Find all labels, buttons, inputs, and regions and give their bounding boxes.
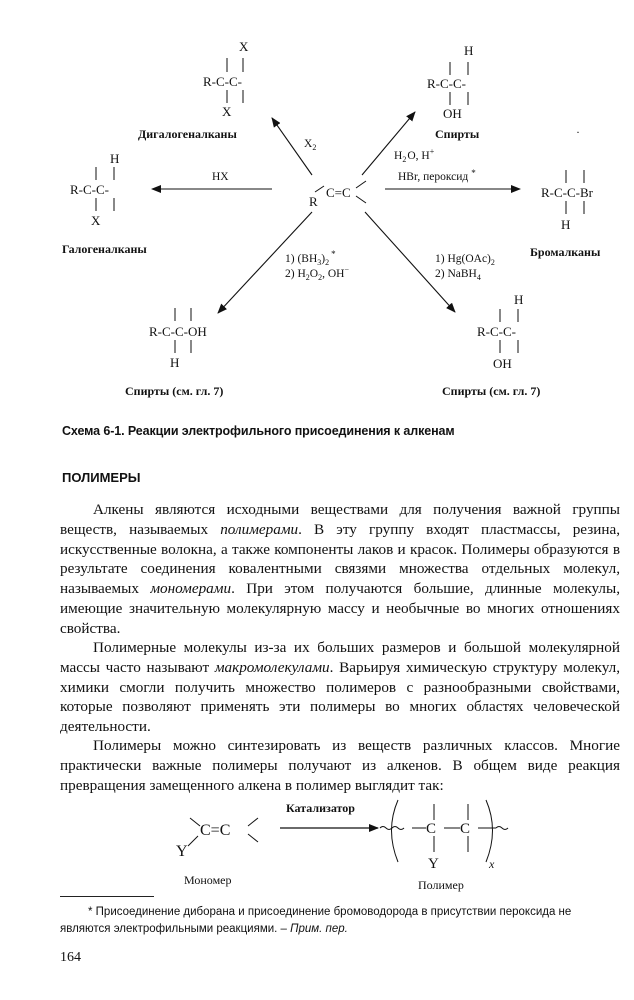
monomer-cc: C=C xyxy=(200,822,231,839)
haloalkane-chain: R-C-C- xyxy=(70,182,109,197)
product-alcohol-right xyxy=(442,292,540,398)
page-number: 164 xyxy=(60,950,81,965)
label-haloalkane: Галогеналканы xyxy=(62,242,147,256)
product-alcohol-left xyxy=(125,308,223,398)
alcohol-top-chain: R-C-C- xyxy=(427,76,466,91)
product-bromo xyxy=(530,170,601,259)
polymer-y: Y xyxy=(428,856,439,872)
label-alcohol-left: Спирты (см. гл. 7) xyxy=(125,384,224,398)
polymer-c2: C xyxy=(460,821,471,837)
reagent-hbr: HBr, пероксид * xyxy=(398,168,476,183)
alcohol-right-bottom: OH xyxy=(493,356,512,371)
polymer-unit xyxy=(380,800,508,892)
stray-dot: · xyxy=(576,125,580,139)
central-alkene xyxy=(309,181,366,209)
dihalo-top: X xyxy=(239,39,249,54)
reaction-scheme xyxy=(0,0,634,420)
paragraph-2: Полимерные молекулы из-за их больших размеров и большой молекулярной массы часто называют макромолекулами. Варьируя химическую структуру молекул, химики смогли получить множество полимеров с разнообразными свойствами, которые позволяют применять эти полимеры во многих областях человеческой деятельности. xyxy=(60,639,621,736)
monomer-label: Мономер xyxy=(184,873,232,887)
product-dihalo xyxy=(138,39,249,141)
paragraph-1: Алкены являются исходными веществами для получения важной группы веществ, называемых полимерами. В эту группу входят пластмассы, резина, искусственные волокна, а также компоненты лаков и красок. Полимеры образуются в результате соединения ковалентными связями множества отдельных молекул, называемых мономерами. При этом получаются большие, длинные молекулы, имеющие значительную молекулярную массу и необычные во многих отношениях свойства. xyxy=(60,501,621,637)
product-alcohol-top xyxy=(427,43,480,141)
section-heading: ПОЛИМЕРЫ xyxy=(62,470,141,485)
catalyst-label: Катализатор xyxy=(286,801,355,815)
label-alcohol-top: Спирты xyxy=(435,127,480,141)
alcohol-top-top: H xyxy=(464,43,474,58)
alcohol-left-chain: R-C-C-OH xyxy=(149,324,207,339)
polymer-label: Полимер xyxy=(418,878,464,892)
alcohol-left-bottom: H xyxy=(170,355,180,370)
alcohol-top-bottom: OH xyxy=(443,106,462,121)
haloalkane-top: H xyxy=(110,151,120,166)
polymer-c1: C xyxy=(426,821,437,837)
bromo-chain: R-C-C-Br xyxy=(541,185,593,200)
alkene-cc: C=C xyxy=(326,185,351,200)
monomer xyxy=(176,818,258,887)
dihalo-bottom: X xyxy=(222,104,232,119)
product-haloalkane xyxy=(62,151,147,256)
footnote-rule xyxy=(60,896,154,897)
alkene-r: R xyxy=(309,194,318,209)
reagent-hg-line1: 1) $Hg(OAc)_2$ xyxy=(435,253,495,267)
reagent-h2o: $H_2O$, H+ xyxy=(394,147,435,164)
reagents xyxy=(212,138,495,282)
reaction-arrows xyxy=(152,112,520,313)
dihalo-chain: R-C-C- xyxy=(203,74,242,89)
reagent-hg-line2: 2) NaBH$_4$ xyxy=(435,268,481,282)
reagent-bh3-line1: 1) $(BH_3)_2^*$ xyxy=(285,249,336,267)
polymerization-scheme xyxy=(0,790,634,894)
label-dihalo: Дигалогеналканы xyxy=(138,127,237,141)
reagent-hx: HX xyxy=(212,171,229,183)
bromo-bottom: H xyxy=(561,217,571,232)
footnote: * Присоединение диборана и присоединение бромоводорода в присутствии пероксида не являются электрофильными реакциями. – Прим. пер. xyxy=(60,906,572,935)
paragraph-3: Полимеры можно синтезировать из веществ различных классов. Многие практически важные полимеры получают из алкенов. В общем виде реакция превращения замещенного алкена в полимер выглядит так: xyxy=(60,737,620,794)
arrow-to-alcohol-top xyxy=(362,112,415,175)
scheme-caption: Схема 6-1. Реакции электрофильного присоединения к алкенам xyxy=(62,424,455,438)
alcohol-right-chain: R-C-C- xyxy=(477,324,516,339)
reagent-x2: $X_2$ xyxy=(304,138,317,152)
polymer-subscript-x: x xyxy=(489,857,495,871)
alcohol-right-top: H xyxy=(514,292,524,307)
label-alcohol-right: Спирты (см. гл. 7) xyxy=(442,384,541,398)
polymerization-arrow xyxy=(280,801,378,828)
reagent-bh3-line2: 2) $H_2O_2$, OH− xyxy=(285,265,349,282)
haloalkane-bottom: X xyxy=(91,213,101,228)
monomer-y: Y xyxy=(176,843,188,860)
label-bromo: Бромалканы xyxy=(530,245,601,259)
